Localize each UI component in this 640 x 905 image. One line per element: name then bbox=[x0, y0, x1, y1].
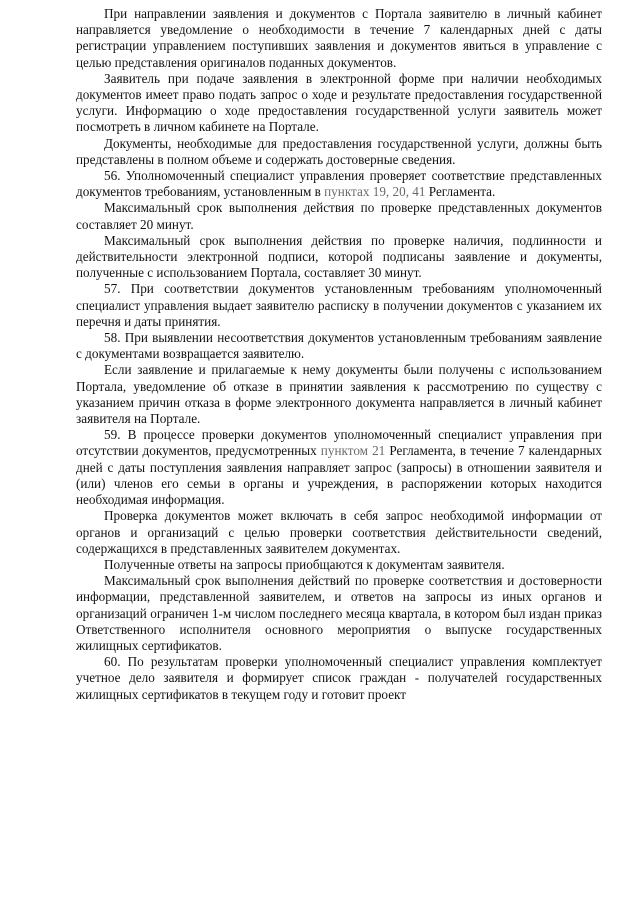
paragraph-item-57 bbox=[76, 281, 602, 330]
paragraph-text: Заявитель при подаче заявления в электронной форме при наличии необходимых документов имеет право подать запрос о ходе и результате предоставления государственной услуги. Информацию о ходе предоставления государственной услуги заявитель может посмотреть в личном кабинете на Портале. bbox=[76, 70, 602, 135]
paragraph-item-56 bbox=[76, 168, 602, 200]
paragraph-refusal-notification bbox=[76, 362, 602, 427]
paragraph-text: Максимальный срок выполнения действия по проверке представленных документов составляет 20 минут. bbox=[76, 200, 602, 232]
document-page bbox=[76, 6, 602, 703]
paragraph-text: 60. По результатам проверки уполномоченный специалист управления комплектует учетное дело заявителя и формирует список граждан - получателей государственных жилищных сертификатов в текущем году и готовит проект bbox=[76, 654, 602, 702]
paragraph-responses-attached bbox=[76, 557, 602, 573]
paragraph-text: Регламента. bbox=[425, 184, 496, 200]
regulation-reference: пунктах 19, 20, 41 bbox=[324, 184, 426, 200]
paragraph-status-request bbox=[76, 71, 602, 136]
paragraph-verification-deadline bbox=[76, 573, 602, 654]
paragraph-check-duration bbox=[76, 200, 602, 232]
regulation-reference: пунктом 21 bbox=[320, 443, 386, 459]
paragraph-text: 57. При соответствии документов установленным требованиям уполномоченный специалист управления выдает заявителю расписку в получении документов с указанием их перечня и даты принятия. bbox=[76, 281, 602, 329]
paragraph-text: Полученные ответы на запросы приобщаются к документам заявителя. bbox=[104, 556, 505, 572]
paragraph-text: Проверка документов может включать в себя запрос необходимой информации от органов и организаций с целью проверки соответствия действительности сведений, содержащихся в представленных заявителем документах. bbox=[76, 508, 602, 556]
paragraph-portal-notification bbox=[76, 6, 602, 71]
paragraph-text: Максимальный срок выполнения действий по проверке соответствия и достоверности информации, представленной заявителем, и ответов на запросы из иных органов и организаций ограничен 1-м числом последнего месяца квартала, в котором был издан приказ Ответственного исполнителя основного мероприятия о выпуске государственных жилищных сертификатов. bbox=[76, 573, 602, 653]
paragraph-documents-requirements bbox=[76, 136, 602, 168]
paragraph-item-59 bbox=[76, 427, 602, 508]
paragraph-text: Регламента, в течение 7 календарных дней с даты поступления заявления направляет запрос (запросы) в отношении заявителя и (или) членов его семьи в органы и учреждения, в распоряжении которых находится необходимая информация. bbox=[76, 443, 602, 508]
paragraph-signature-check-duration bbox=[76, 233, 602, 282]
paragraph-text: 58. При выявлении несоответствия документов установленным требованиям заявление с документами возвращается заявителю. bbox=[76, 330, 602, 362]
paragraph-text: Максимальный срок выполнения действия по проверке наличия, подлинности и действительности электронной подписи, которой подписаны заявление и документы, полученные с использованием Портала, составляет 30 минут. bbox=[76, 232, 602, 281]
paragraph-item-58 bbox=[76, 330, 602, 362]
paragraph-text: Документы, необходимые для предоставления государственной услуги, должны быть представлены в полном объеме и содержать достоверные сведения. bbox=[76, 135, 602, 167]
paragraph-text: Если заявление и прилагаемые к нему документы были получены с использованием Портала, уведомление об отказе в принятии заявления к рассмотрению по существу с указанием причин отказа в форме электронного документа направляется в личный кабинет заявителя на Портале. bbox=[76, 362, 602, 427]
paragraph-item-60 bbox=[76, 654, 602, 703]
paragraph-text: 56. Уполномоченный специалист управления проверяет соответствие представленных документов требованиям, установленным в bbox=[76, 168, 602, 200]
paragraph-verification-requests bbox=[76, 508, 602, 557]
paragraph-text: При направлении заявления и документов с Портала заявителю в личный кабинет направляется уведомление о необходимости в течение 7 календарных дней с даты регистрации управлением поступивших заявления и документов явиться в управление с целью представления оригиналов поданных документов. bbox=[76, 6, 602, 70]
paragraph-text: 59. В процессе проверки документов уполномоченный специалист управления при отсутствии документов, предусмотренных bbox=[76, 427, 602, 459]
